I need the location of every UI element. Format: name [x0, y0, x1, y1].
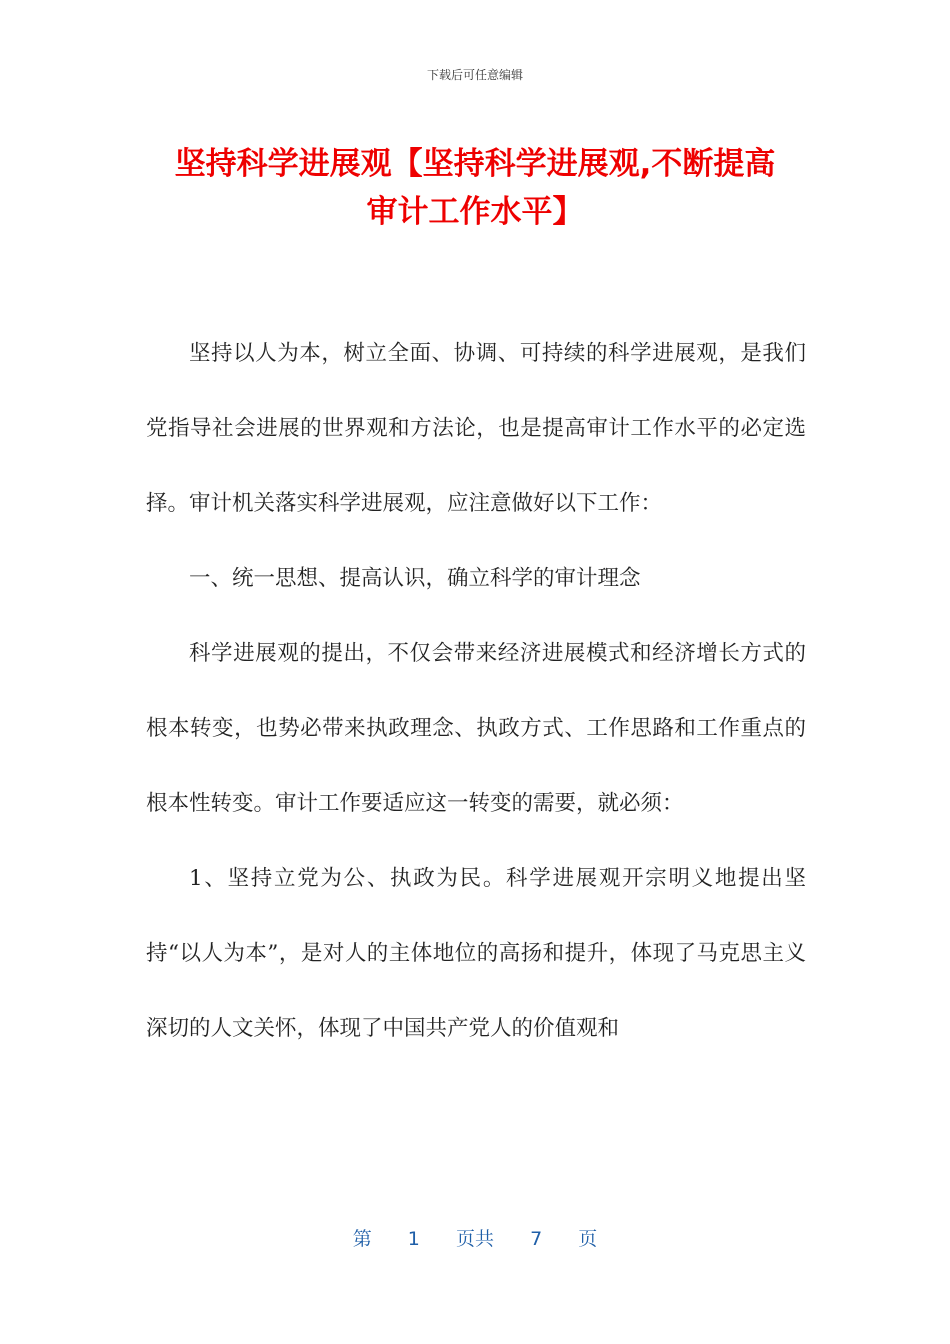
document-title [140, 140, 810, 236]
paragraph-3: 1、坚持立党为公、执政为民。科学进展观开宗明义地提出坚持“以人为本”，是对人的主体地位的高扬和提升，体现了马克思主义深切的人文关怀，体现了中国共产党人的价值观和 [146, 866, 806, 1041]
header-note: 下载后可任意编辑 [426, 68, 523, 82]
title-line-2: 审计工作水平】 [366, 194, 584, 230]
title-line-1: 坚持科学进展观【坚持科学进展观,不断提高 [174, 146, 776, 182]
page-prefix: 第 [352, 1228, 372, 1250]
page-current: 1 [407, 1228, 420, 1250]
paragraph-1: 坚持以人为本，树立全面、协调、可持续的科学进展观，是我们党指导社会进展的世界观和方法论，也是提高审计工作水平的必定选择。审计机关落实科学进展观，应注意做好以下工作： [146, 341, 806, 516]
page-footer [0, 1224, 950, 1251]
page-middle: 页共 [455, 1228, 494, 1250]
document-body [146, 316, 806, 1066]
section-heading-1: 一、统一思想、提高认识，确立科学的审计理念 [189, 566, 641, 591]
paragraph-2: 科学进展观的提出，不仅会带来经济进展模式和经济增长方式的根本转变，也势必带来执政理念、执政方式、工作思路和工作重点的根本性转变。审计工作要适应这一转变的需要，就必须： [146, 641, 806, 816]
page-total: 7 [530, 1228, 543, 1250]
page-suffix: 页 [578, 1228, 598, 1250]
